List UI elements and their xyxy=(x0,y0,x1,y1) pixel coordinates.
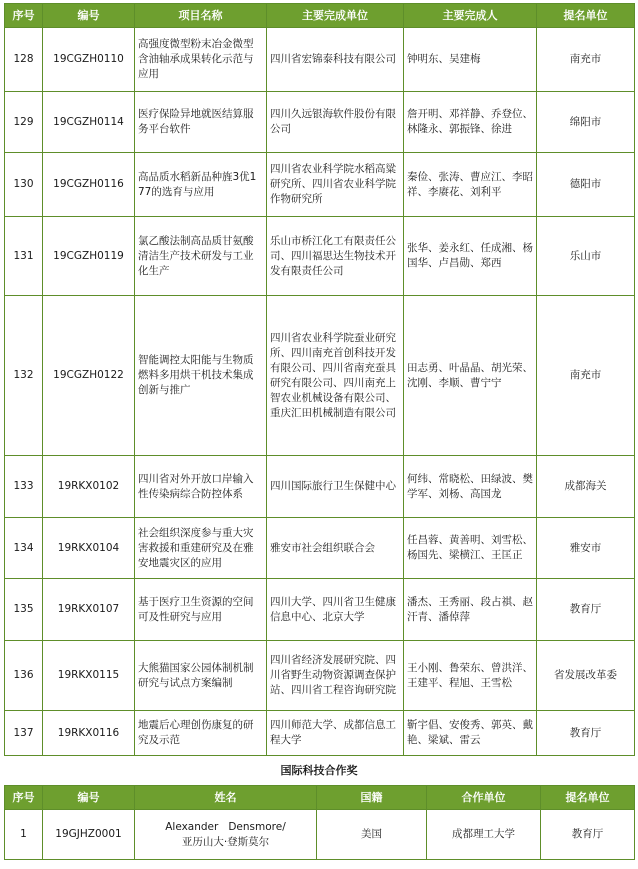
cell-no: 134 xyxy=(5,518,43,579)
cell-nominator: 教育厅 xyxy=(537,579,635,641)
cell-nominator: 雅安市 xyxy=(537,518,635,579)
cell-people: 张华、姜永红、任成湘、杨国华、卢昌勋、郑西 xyxy=(404,217,537,296)
table-row xyxy=(5,217,635,296)
cell-project: 社会组织深度参与重大灾害救援和重建研究及在雅安地震灾区的应用 xyxy=(135,518,267,579)
cell-code: 19CGZH0114 xyxy=(43,92,135,153)
header-project: 项目名称 xyxy=(135,4,267,28)
intl-cell-code: 19GJHZ0001 xyxy=(43,810,135,860)
cell-project: 基于医疗卫生资源的空间可及性研究与应用 xyxy=(135,579,267,641)
cell-no: 135 xyxy=(5,579,43,641)
intl-header-code: 编号 xyxy=(43,786,135,810)
cell-unit: 雅安市社会组织联合会 xyxy=(267,518,404,579)
intl-cell-name xyxy=(135,810,317,860)
cell-people: 田志勇、叶晶晶、胡光荣、沈刚、李顺、曹宁宁 xyxy=(404,296,537,456)
cell-project: 医疗保险异地就医结算服务平台软件 xyxy=(135,92,267,153)
intl-award-table xyxy=(4,785,635,860)
header-code: 编号 xyxy=(43,4,135,28)
table-body xyxy=(5,28,635,756)
intl-header-partner: 合作单位 xyxy=(427,786,541,810)
cell-project: 大熊猫国家公园体制机制研究与试点方案编制 xyxy=(135,641,267,711)
intl-table-body xyxy=(5,810,635,860)
intl-header-no: 序号 xyxy=(5,786,43,810)
table-row xyxy=(5,641,635,711)
cell-nominator: 教育厅 xyxy=(537,711,635,756)
intl-header-nationality: 国籍 xyxy=(317,786,427,810)
table-row xyxy=(5,92,635,153)
intl-header-row xyxy=(5,786,635,810)
table-row xyxy=(5,296,635,456)
cell-project: 地震后心理创伤康复的研究及示范 xyxy=(135,711,267,756)
cell-unit: 四川师范大学、成都信息工程大学 xyxy=(267,711,404,756)
cell-nominator: 德阳市 xyxy=(537,153,635,217)
table-header-row xyxy=(5,4,635,28)
cell-no: 130 xyxy=(5,153,43,217)
table-row xyxy=(5,28,635,92)
cell-code: 19RKX0102 xyxy=(43,456,135,518)
section-title: 国际科技合作奖 xyxy=(280,764,358,777)
cell-people: 任昌蓉、黄善明、刘雪松、杨国先、梁横江、王匡正 xyxy=(404,518,537,579)
cell-no: 132 xyxy=(5,296,43,456)
cell-project: 四川省对外开放口岸输入性传染病综合防控体系 xyxy=(135,456,267,518)
table-row xyxy=(5,153,635,217)
intl-header-name: 姓名 xyxy=(135,786,317,810)
intl-cell-no: 1 xyxy=(5,810,43,860)
cell-people: 秦俭、张涛、曹应江、李昭祥、李赓花、刘利平 xyxy=(404,153,537,217)
cell-nominator: 南充市 xyxy=(537,296,635,456)
header-unit: 主要完成单位 xyxy=(267,4,404,28)
cell-project: 氯乙酸法制高品质甘氨酸清洁生产技术研发与工业化生产 xyxy=(135,217,267,296)
cell-code: 19CGZH0110 xyxy=(43,28,135,92)
cell-nominator: 省发展改革委 xyxy=(537,641,635,711)
intl-cell-nationality: 美国 xyxy=(317,810,427,860)
cell-people: 何纬、常晓松、田绿波、樊学军、刘杨、高国龙 xyxy=(404,456,537,518)
cell-unit: 四川国际旅行卫生保健中心 xyxy=(267,456,404,518)
cell-unit: 四川久远银海软件股份有限公司 xyxy=(267,92,404,153)
name-english: Alexander Densmore/ xyxy=(165,820,286,833)
cell-no: 137 xyxy=(5,711,43,756)
header-nominator: 提名单位 xyxy=(537,4,635,28)
cell-nominator: 乐山市 xyxy=(537,217,635,296)
cell-project: 高品质水稻新品种旌3优177的选育与应用 xyxy=(135,153,267,217)
cell-people: 潘杰、王秀丽、段占祺、赵汗青、潘倬萍 xyxy=(404,579,537,641)
cell-no: 128 xyxy=(5,28,43,92)
cell-nominator: 南充市 xyxy=(537,28,635,92)
cell-code: 19CGZH0122 xyxy=(43,296,135,456)
cell-nominator: 成都海关 xyxy=(537,456,635,518)
cell-unit: 乐山市桥江化工有限责任公司、四川福思达生物技术开发有限责任公司 xyxy=(267,217,404,296)
table-row xyxy=(5,518,635,579)
intl-table-row xyxy=(5,810,635,860)
cell-unit: 四川省宏锦泰科技有限公司 xyxy=(267,28,404,92)
cell-code: 19CGZH0119 xyxy=(43,217,135,296)
cell-people: 钟明东、吴建梅 xyxy=(404,28,537,92)
cell-nominator: 绵阳市 xyxy=(537,92,635,153)
cell-project: 高强度微型粉末冶金微型含油轴承成果转化示范与应用 xyxy=(135,28,267,92)
header-people: 主要完成人 xyxy=(404,4,537,28)
cell-project: 智能调控太阳能与生物质燃料多用烘干机技术集成创新与推广 xyxy=(135,296,267,456)
cell-code: 19RKX0104 xyxy=(43,518,135,579)
cell-people: 靳宇倡、安俊秀、郭英、戴艳、梁斌、雷云 xyxy=(404,711,537,756)
cell-no: 129 xyxy=(5,92,43,153)
name-chinese: 亚历山大·登斯莫尔 xyxy=(181,835,270,848)
header-no: 序号 xyxy=(5,4,43,28)
cell-unit: 四川省农业科学院蚕业研究所、四川南充首创科技开发有限公司、四川省南充蚕具研究有限公司、四川南充上智农业机械设备有限公司、重庆汇田机械制造有限公司 xyxy=(267,296,404,456)
table-row xyxy=(5,456,635,518)
cell-people: 詹开明、邓祥静、乔登位、林隆永、郭振锋、徐进 xyxy=(404,92,537,153)
cell-unit: 四川大学、四川省卫生健康信息中心、北京大学 xyxy=(267,579,404,641)
intl-cell-nominator: 教育厅 xyxy=(541,810,635,860)
cell-code: 19RKX0107 xyxy=(43,579,135,641)
table-row xyxy=(5,711,635,756)
intl-header-nominator: 提名单位 xyxy=(541,786,635,810)
intl-cell-partner: 成都理工大学 xyxy=(427,810,541,860)
cell-code: 19RKX0116 xyxy=(43,711,135,756)
cell-unit: 四川省农业科学院水稻高粱研究所、四川省农业科学院作物研究所 xyxy=(267,153,404,217)
table-row xyxy=(5,579,635,641)
cell-code: 19CGZH0116 xyxy=(43,153,135,217)
award-list-table xyxy=(4,3,635,756)
cell-code: 19RKX0115 xyxy=(43,641,135,711)
cell-people: 王小刚、鲁荣东、曾洪洋、王建平、程旭、王雪松 xyxy=(404,641,537,711)
cell-no: 136 xyxy=(5,641,43,711)
cell-no: 133 xyxy=(5,456,43,518)
cell-unit: 四川省经济发展研究院、四川省野生动物资源调查保护站、四川省工程咨询研究院 xyxy=(267,641,404,711)
cell-no: 131 xyxy=(5,217,43,296)
